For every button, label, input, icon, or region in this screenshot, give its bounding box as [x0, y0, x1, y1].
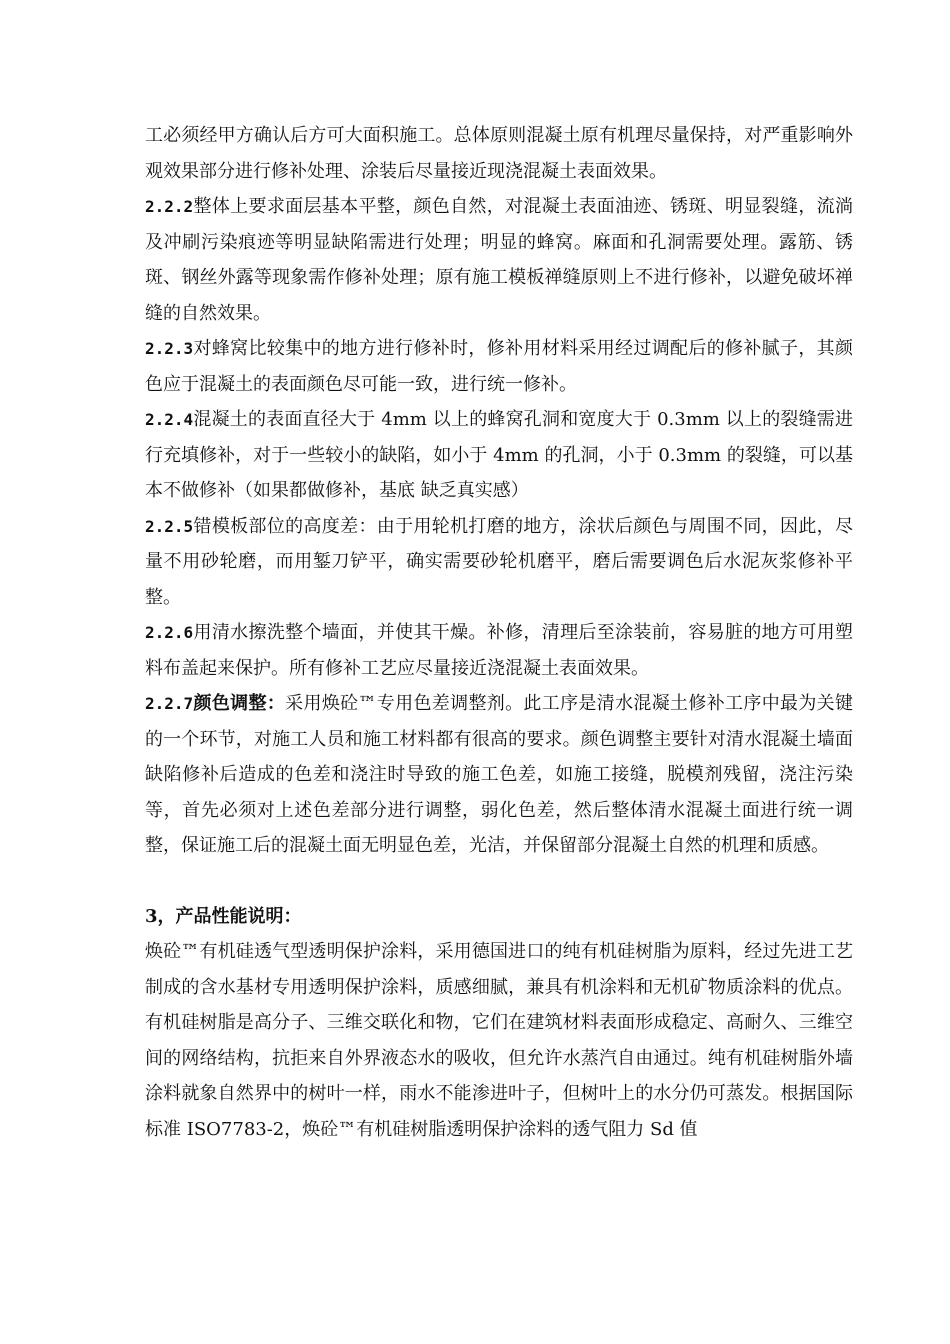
clause-number: 2.2.6 [145, 623, 194, 642]
paragraph-text: 混凝土的表面直径大于 4mm 以上的蜂窝孔洞和宽度大于 0.3mm 以上的裂缝需进行充填修补，对于一些较小的缺陷，如小于 4mm 的孔洞，小于 0.3mm 的裂缝，可以基本不做修补（如果都做修补，基底 缺乏真实感） [145, 409, 853, 501]
paragraph-text: 用清水擦洗整个墙面，并使其干燥。补修，清理后至涂装前，容易脏的地方可用塑料布盖起来保护。所有修补工艺应尽量接近浇混凝土表面效果。 [145, 622, 853, 679]
section-heading: 3，产品性能说明： [145, 905, 302, 927]
clause-number: 2.2.4 [145, 410, 194, 429]
paragraph-text: 采用焕砼™专用色差调整剂。此工序是清水混凝土修补工序中最为关键的一个环节，对施工人员和施工材料都有很高的要求。颜色调整主要针对清水混凝土墙面缺陷修补后造成的色差和浇注时导致的施工色差，如施工接缝，脱模剂残留，浇注污染等，首先必须对上述色差部分进行调整，弱化色差，然后整体清水混凝土面进行统一调整，保证施工后的混凝土面无明显色差，光洁，并保留部分混凝土自然的机理和质感。 [145, 693, 854, 856]
paragraph-2-2-1-continued [145, 118, 853, 189]
paragraph-2-2-3 [145, 331, 853, 402]
clause-number: 2.2.7 [145, 694, 194, 713]
clause-title: 颜色调整： [193, 693, 286, 714]
section-spacer [145, 864, 853, 899]
document-body [145, 118, 853, 1147]
paragraph-2-2-5 [145, 509, 853, 616]
clause-number: 2.2.3 [145, 339, 194, 358]
section-3-paragraph [145, 934, 853, 1147]
paragraph-2-2-6 [145, 615, 853, 686]
paragraph-text: 焕砼™有机硅透气型透明保护涂料，采用德国进口的纯有机硅树脂为原料，经过先进工艺制成的含水基材专用透明保护涂料，质感细腻，兼具有机涂料和无机矿物质涂料的优点。有机硅树脂是高分子、三维交联化和物，它们在建筑材料表面形成稳定、高耐久、三维空间的网络结构，抗拒来自外界液态水的吸收，但允许水蒸汽自由通过。纯有机硅树脂外墙涂料就象自然界中的树叶一样，雨水不能渗进叶子，但树叶上的水分仍可蒸发。根据国际标准 ISO7783-2，焕砼™有机硅树脂透明保护涂料的透气阻力 Sd 值 [145, 941, 853, 1140]
paragraph-text: 工必须经甲方确认后方可大面积施工。总体原则混凝土原有机理尽量保持，对严重影响外观效果部分进行修补处理、涂装后尽量接近现浇混凝土表面效果。 [145, 125, 853, 182]
paragraph-text: 对蜂窝比较集中的地方进行修补时，修补用材料采用经过调配后的修补腻子，其颜色应于混凝土的表面颜色尽可能一致，进行统一修补。 [145, 338, 853, 395]
paragraph-2-2-4 [145, 402, 853, 509]
paragraph-text: 错模板部位的高度差：由于用轮机打磨的地方，涂状后颜色与周围不同，因此，尽量不用砂轮磨，而用錾刀铲平，确实需要砂轮机磨平，磨后需要调色后水泥灰浆修补平整。 [145, 515, 853, 608]
clause-number: 2.2.5 [145, 516, 194, 536]
paragraph-2-2-7 [145, 686, 853, 864]
clause-number: 2.2.2 [145, 197, 194, 216]
paragraph-2-2-2 [145, 189, 853, 331]
paragraph-text: 整体上要求面层基本平整，颜色自然，对混凝土表面油迹、锈斑、明显裂缝，流淌及冲刷污染痕迹等明显缺陷需进行处理；明显的蜂窝。麻面和孔洞需要处理。露筋、锈斑、钢丝外露等现象需作修补处理；原有施工模板禅缝原则上不进行修补，以避免破坏禅缝的自然效果。 [145, 196, 853, 324]
